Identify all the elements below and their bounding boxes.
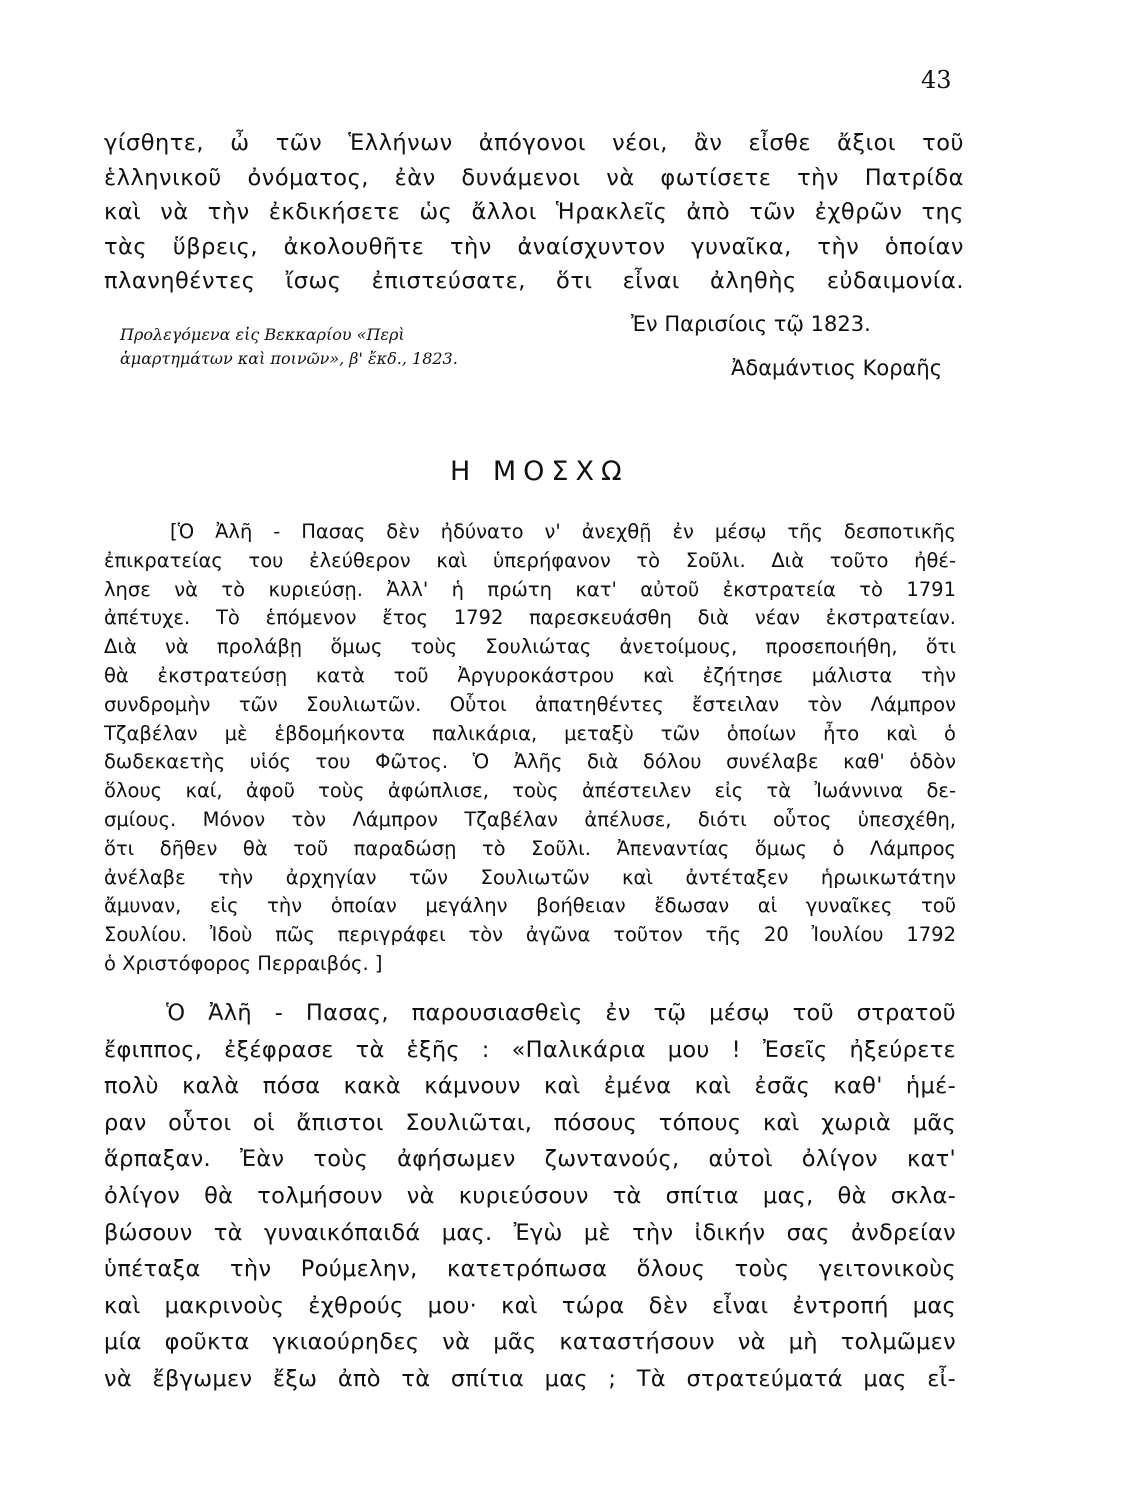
note-line: ἀνέλαβε τὴν ἀρχηγίαν τῶν Σουλιωτῶν καὶ ἀντέταξεν ἡρωικωτάτην — [104, 865, 956, 889]
main-line: ὀλίγον θὰ τολμήσουν νὰ κυριεύσουν τὰ σπίτια μας, θὰ σκλα- — [104, 1182, 956, 1209]
note-line: συνδρομὴν τῶν Σουλιωτῶν. Οὗτοι ἀπατηθέντες ἔστειλαν τὸν Λάμπρον — [104, 692, 956, 716]
note-line: ἄμυναν, εἰς τὴν ὁποίαν μεγάλην βοήθειαν ἔδωσαν αἱ γυναῖκες τοῦ — [104, 894, 956, 918]
note-line: ἐπικρατείας του ἐλεύθερον καὶ ὑπερήφανον τὸ Σοῦλι. Διὰ τοῦτο ἠθέ- — [104, 548, 956, 572]
note-line: ὅλους καί, ἀφοῦ τοὺς ἀφώπλισε, τοὺς ἀπέστειλεν εἰς τὰ Ἰωάννινα δε- — [104, 779, 956, 803]
source-line: Προλεγόμενα εἰς Βεκκαρίου «Περὶ — [120, 325, 405, 344]
note-line: λησε νὰ τὸ κυριεύσῃ. Ἀλλ' ἡ πρώτη κατ' αὐτοῦ ἐκστρατεία τὸ 1791 — [104, 577, 956, 601]
note-line: Διὰ νὰ προλάβῃ ὅμως τοὺς Σουλιώτας ἀνετοίμους, προσεποιήθη, ὅτι — [104, 635, 956, 659]
note-line: ὁ Χριστόφορος Περραιβός. ] — [104, 951, 383, 975]
note-line: σμίους. Μόνον τὸν Λάμπρον Τζαβέλαν ἀπέλυσε, διότι οὗτος ὑπεσχέθη, — [104, 807, 956, 831]
main-line: ἔφιππος, ἐξέφρασε τὰ ἑξῆς : «Παλικάρια μου ! Ἐσεῖς ἠξεύρετε — [104, 1036, 956, 1063]
note-line: [Ὁ Ἀλῆ - Πασας δὲν ἠδύνατο ν' ἀνεχθῇ ἐν μέσῳ τῆς δεσποτικῆς — [170, 520, 956, 543]
note-line: θὰ ἐκστρατεύσῃ κατὰ τοῦ Ἀργυροκάστρου καὶ ἐζήτησε μάλιστα τὴν — [104, 663, 956, 687]
intro-line: τὰς ὕβρεις, ἀκολουθῆτε τὴν ἀναίσχυντον γυναῖκα, τὴν ὁποίαν — [104, 233, 964, 260]
note-line: ἀπέτυχε. Τὸ ἑπόμενον ἔτος 1792 παρεσκευάσθη διὰ νέαν ἐκστρατείαν. — [104, 606, 956, 630]
note-line: Τζαβέλαν μὲ ἑβδομήκοντα παλικάρια, μεταξὺ τῶν ὁποίων ἦτο καὶ ὁ — [104, 721, 956, 745]
main-line: βώσουν τὰ γυναικόπαιδά μας. Ἐγὼ μὲ τὴν ἰδικήν σας ἀνδρείαν — [104, 1219, 956, 1246]
source-citation — [120, 323, 458, 371]
intro-line: καὶ νὰ τὴν ἐκδικήσετε ὡς ἄλλοι Ἡρακλεῖς ἀπὸ τῶν ἐχθρῶν της — [104, 199, 964, 226]
source-line: ἁμαρτημάτων καὶ ποινῶν», β' ἔκδ., 1823. — [120, 349, 458, 368]
note-line: ὅτι δῆθεν θὰ τοῦ παραδώσῃ τὸ Σοῦλι. Ἀπεναντίας ὅμως ὁ Λάμπρος — [104, 836, 956, 860]
main-line: Ὁ Ἀλῆ - Πασας, παρουσιασθεὶς ἐν τῷ μέσῳ τοῦ στρατοῦ — [166, 1000, 956, 1026]
bracketed-note — [104, 518, 956, 979]
main-line: νὰ ἔβγωμεν ἔξω ἀπὸ τὰ σπίτια μας ; Τὰ στρατεύματά μας εἶ- — [104, 1365, 956, 1392]
intro-line: γίσθητε, ὦ τῶν Ἑλλήνων ἀπόγονοι νέοι, ἂν εἶσθε ἄξιοι τοῦ — [104, 130, 964, 156]
main-text — [104, 995, 956, 1398]
main-line: μία φοῦκτα γκιαούρηδες νὰ μᾶς καταστήσουν νὰ μὴ τολμῶμεν — [104, 1329, 956, 1356]
main-line: πολὺ καλὰ πόσα κακὰ κάμνουν καὶ ἐμένα καὶ ἐσᾶς καθ' ἡμέ- — [104, 1073, 956, 1100]
author-signature: Ἀδαμάντιος Κοραῆς — [731, 356, 943, 380]
intro-line: ἑλληνικοῦ ὀνόματος, ἐὰν δυνάμενοι νὰ φωτίσετε τὴν Πατρίδα — [104, 164, 964, 191]
intro-line: πλανηθέντες ἴσως ἐπιστεύσατε, ὅτι εἶναι ἀληθὴς εὐδαιμονία. — [104, 268, 964, 295]
section-title: Η ΜΟΣΧΩ — [450, 456, 629, 487]
note-line: Σουλίου. Ἰδοὺ πῶς περιγράφει τὸν ἀγῶνα τοῦτον τῆς 20 Ἰουλίου 1792 — [104, 923, 956, 947]
intro-passage — [104, 126, 964, 299]
main-line: ραν οὗτοι οἱ ἄπιστοι Σουλιῶται, πόσους τόπους καὶ χωριὰ μᾶς — [104, 1109, 956, 1136]
main-line: καὶ μακρινοὺς ἐχθρούς μου· καὶ τώρα δὲν εἶναι ἐντροπή μας — [104, 1292, 956, 1319]
main-line: ὑπέταξα τὴν Ρούμελην, κατετρόπωσα ὅλους τοὺς γειτονικοὺς — [104, 1256, 956, 1283]
note-line: δωδεκαετὴς υἱός του Φῶτος. Ὁ Ἀλῆς διὰ δόλου συνέλαβε καθ' ὁδὸν — [104, 750, 956, 774]
page-number: 43 — [921, 66, 952, 94]
main-line: ἅρπαξαν. Ἐὰν τοὺς ἀφήσωμεν ζωντανούς, αὐτοὶ ὀλίγον κατ' — [104, 1146, 956, 1173]
place-date: Ἐν Παρισίοις τῷ 1823. — [631, 312, 871, 336]
